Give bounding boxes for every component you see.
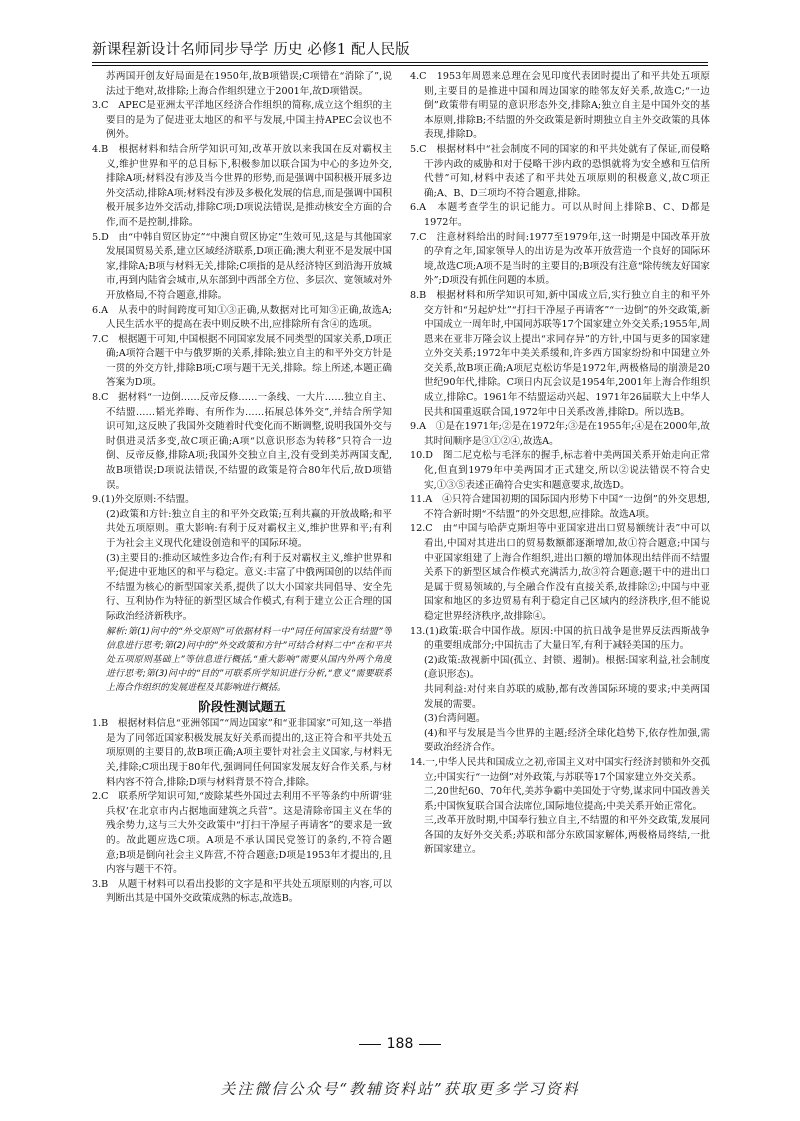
answer-paragraph: 6.A 从表中的时间跨度可知①③正确,从数据对比可知③正确,故选A;人民生活水平的提高在表中则反映不出,应排除所有含④的选项。 <box>92 304 392 331</box>
answer-paragraph: 7.C 注意材料给出的时间:1977至1979年,这一时期是中国改革开放的孕育之年,国家领导人的出访是为改革开放营造一个良好的国际环境,故选C项;A项不是当时的主要目的;B项没有注意“除传统友好国家外”;D项没有抓住问题的本质。 <box>410 231 710 287</box>
answer-paragraph: (2)政策:敌视新中国(孤立、封锁、遏制)。根据:国家利益,社会制度(意识形态)。 <box>424 654 710 681</box>
answer-paragraph: 11.A ④只符合建国初期的国际国内形势下中国“一边倒”的外交思想,不符合新时期“不结盟”的外交思想,应排除。故选A项。 <box>410 494 710 520</box>
answer-paragraph: 5.C 根据材料中“社会制度不同的国家的和平共处就有了保证,而侵略干涉内政的威胁和对于侵略干涉内政的恐惧就将为安全感和互信所代替”可知,材料中表述了和平共处五项原则的积极意义,故C项正确;A、B、D三项均不符合题意,排除。 <box>410 143 710 199</box>
answer-paragraph: 4.C 1953年周恩来总理在会见印度代表团时提出了和平共处五项原则,主要目的是推进中国和周边国家的睦邻友好关系,故选C;“一边倒”政策带有明显的意识形态外交,排除A;独立自主是中国外交的基本原则,排除B;不结盟的外交政策是新时期独立自主外交政策的具体表现,排除D。 <box>410 71 710 141</box>
answer-paragraph: 二,20世纪60、70年代,美苏争霸中美国处于守势,谋求同中国改善关系;中国恢复联合国合法席位,国际地位提高;中美关系开始正常化。 <box>424 786 710 812</box>
header-rule <box>92 62 708 63</box>
answer-paragraph: 2.C 联系所学知识可知,“废除某些外国过去利用不平等条约中所谓‘驻兵权’在北京市内占据地面建筑之兵营”。这是清除帝国主义在华的残余势力,这与三大外交政策中“打扫干净屋子再请客”的要求是一致的。故此题应选C项。A项是不承认国民党签订的条约,不符合题意;B项是倒向社会主义阵营,不符合题意;D项是1953年才提出的,且内容与题干不符。 <box>92 791 392 876</box>
page-number-dash-left <box>359 1044 381 1045</box>
right-column <box>410 70 710 1060</box>
answer-paragraph: 8.B 根据材料和所学知识可知,新中国成立后,实行独立自主的和平外交方针和“另起炉灶”“打扫干净屋子再请客”“一边倒”的外交政策,新中国成立一周年时,中国同苏联等17个国家建立外交关系;1955年,周恩来在亚非万隆会议上提出“求同存异”的方针,中国与更多的国家建立外交关系;1972年中美关系缓和,许多西方国家纷纷和中国建立外交关系,故B项正确;A项尼克松访华是1972年,两极格局的崩溃是20世纪90年代,排除。C项日内瓦会议是1954年,2001年上海合作组织成立,排除C。1961年不结盟运动兴起、1971年26届联大上中华人民共和国重返联合国,1972年中日关系改善,排除D。所以选B。 <box>410 289 710 418</box>
answer-paragraph: 14.一,中华人民共和国成立之初,帝国主义对中国实行经济封锁和外交孤立;中国实行“一边倒”对外政策,与苏联等17个国家建立外交关系。 <box>410 756 710 783</box>
answer-paragraph: 1.B 根据材料信息“亚洲邻国”“周边国家”和“亚非国家”可知,这一举措是为了同邻近国家积极发展友好关系而提出的,这正符合和平共处五项原则的主要目的,故B项正确;A项主要针对社会主义国家,与材料无关,排除;C项出现于80年代,强调同任何国家发展友好合作关系,与材料内容不符合,排除;D项与材料背景不符合,排除。 <box>92 718 392 788</box>
answer-paragraph: 4.B 根据材料和结合所学知识可知,改革开放以来我国在反对霸权主义,维护世界和平的总目标下,积极参加以联合国为中心的多边外交,排除A项;材料没有涉及当今世界的形势,而是强调中国积极开展多边外交活动,排除A项;材料没有涉及多极化发展的信息,而是强调中国积极开展多边外交活动,排除C项;D项说法错误,是推动核安全方面的合作,而不是控制,排除。 <box>92 143 392 228</box>
page-number-area <box>0 1036 800 1052</box>
answer-paragraph: 13.(1)政策:联合中国作战。原因:中国的抗日战争是世界反法西斯战争的重要组成部分;中国抗击了大量日军,有利于减轻美国的压力。 <box>410 625 710 652</box>
answer-paragraph: 9.A ①是在1971年;②是在1972年;③是在1955年;④是在2000年,故其时间顺序是③①②④,故选A。 <box>410 421 710 447</box>
left-column <box>92 70 392 1060</box>
book-title: 新课程新设计名师同步导学 历史 必修1 配人民版 <box>92 42 410 58</box>
answer-paragraph: 三,改革开放时期,中国奉行独立自主,不结盟的和平外交政策,发展同各国的友好外交关系;苏联和部分东欧国家解体,两极格局终结,一批新国家建立。 <box>424 815 710 856</box>
section-heading: 阶段性测试题五 <box>198 698 286 714</box>
answer-paragraph: 3.B 从题干材料可以看出投影的文字是和平共处五项原则的内容,可以判断出其是中国外交政策成熟的标志,故选B。 <box>92 878 392 905</box>
answer-paragraph: (2)政策和方针:独立自主的和平外交政策;互利共赢的开放战略;和平共处五项原则。重大影响:有利于反对霸权主义,维护世界和平;有利于为社会主义现代化建设创造和平的国际环境。 <box>106 508 392 549</box>
footer-note: 关注微信公众号“教辅资料站”获取更多学习资料 <box>220 1080 580 1098</box>
answer-paragraph: 共同利益:对付来自苏联的威胁,都有改善国际环境的要求;中美两国发展的需要。 <box>424 683 710 710</box>
page-number: 188 <box>386 1036 414 1052</box>
answer-paragraph: 8.C 据材料“一边倒……反帝反修……一条线、一大片……独立自主、不结盟……韬光养晦、有所作为……拓展总体外交”,并结合所学知识可知,这反映了我国外交随着时代变化而不断调整,说明我国外交与时俱进灵活多变,故C项正确;A项“以意识形态为转移”只符合一边倒、反帝反修,排除A项;我国外交独立自主,没有受到美苏两国支配,故B项错误;D项说法错误,不结盟的政策是符合80年代后,故D项错误。 <box>92 392 392 491</box>
answer-paragraph: (3)主要目的:推动区域性多边合作;有利于反对霸权主义,维护世界和平;促进中亚地区的和平与稳定。意义:丰富了中俄两国创的以结伴而不结盟为核心的新型国家关系,提供了以大小国家共同倡导、安全先行、互利协作为特征的新型区域合作模式,有利于建立公正合理的国际政治经济新秩序。 <box>106 552 392 622</box>
answer-paragraph: (4)和平与发展是当今世界的主题;经济全球化趋势下,依存性加强,需要政治经济合作。 <box>424 727 710 754</box>
answer-paragraph: (3)台湾问题。 <box>424 713 486 725</box>
header-rule-thin <box>92 65 708 66</box>
answer-paragraph: 7.C 根据题干可知,中国根据不同国家发展不同类型的国家关系,D项正确;A项符合题干中与俄罗斯的关系,排除;独立自主的和平外交方针是一贯的外交方针,排除B项;C项与题干无关,排除。综上所述,本题正确答案为D项。 <box>92 333 392 389</box>
running-header <box>92 38 708 60</box>
page-number-dash-right <box>419 1044 441 1045</box>
answer-paragraph: 9.(1)外交原则:不结盟。 <box>92 494 195 506</box>
answer-paragraph: 12.C 由“中国与哈萨克斯坦等中亚国家进出口贸易额统计表”中可以看出,中国对其进出口的贸易数额都逐渐增加,故①符合题意;中国与中亚国家组建了上海合作组织,进出口额的增加体现出结伴而不结盟关系下的新型区域合作模式充满活力,故③符合题意;题干中的进出口是属于贸易领域的,与全融合作没有直接关系,故排除②;中国与中亚国家和地区的多边贸易有利于稳定自己区域内的经济秩序,但不能说稳定世界经济秩序,故排除④。 <box>410 523 710 622</box>
answer-paragraph: 10.D 图二尼克松与毛泽东的握手,标志着中美两国关系开始走向正常化,但直到1979年中美两国才正式建交,所以②说法错误不符合史实,①③⑤表述正确符合史实和题意要求,故选D。 <box>410 450 710 491</box>
answer-paragraph: 解析:第(1)问中的“外交原则”可依据材料一中“同任何国家没有结盟”等信息进行思考;第(2)问中的“外交政策和方针”可结合材料二中“在和平共处五项原则基础上”等信息进行概括,“重大影响”需要从国内外两个角度进行思考;第(3)问中的“目的”可联系所学知识进行分析,“意义”需要联系上海合作组织的发展进程及其影响进行概括。 <box>106 626 392 694</box>
answer-paragraph: 3.C APEC是亚洲太平洋地区经济合作组织的简称,成立这个组织的主要目的是为了促进亚太地区的和平与发展,中国主持APEC会议也不例外。 <box>92 100 392 141</box>
answer-paragraph: 5.D 由“中韩自贸区协定”“中澳自贸区协定”生效可见,这是与其他国家发展国贸易关系,建立区域经济联系,D项正确;澳大利亚不是发展中国家,排除A;B项与材料无关,排除;C项指的是从经济特区到沿海开放城市,再到内陆省会城市,从东部到中西部全方位、多层次、宽领域对外开放格局,不符合题意,排除。 <box>92 231 392 301</box>
answer-paragraph: 6.A 本题考查学生的识记能力。可以从时间上排除B、C、D都是1972年。 <box>410 202 710 228</box>
answer-paragraph: 苏两国开创友好局面是在1950年,故B项错误;C项错在“消除了”,说法过于绝对,故排除;上海合作组织建立于2001年,故D项错误。 <box>106 71 392 97</box>
